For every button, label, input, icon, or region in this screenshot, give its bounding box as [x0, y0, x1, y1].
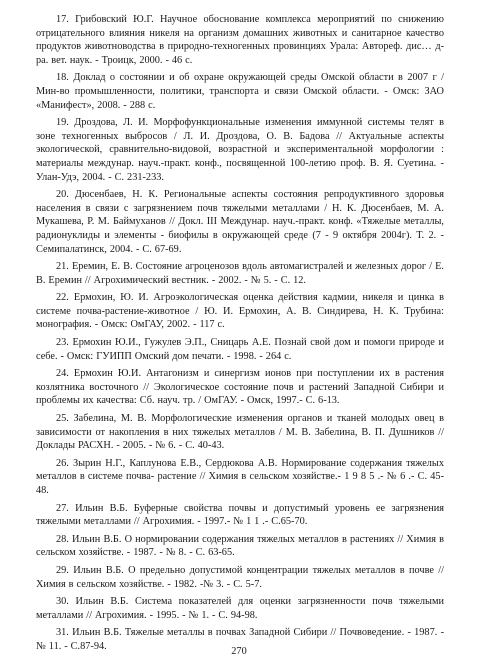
reference-28: 28. Ильин В.Б. О нормировании содержания тяжелых металлов в растениях // Химия в сельском хозяйстве. - 1987. - № 8. - С. 63-65. [36, 533, 444, 559]
reference-24: 24. Ермохин Ю.И. Антагонизм и синергизм ионов при поступлении их в растения козлятника восточного // Экологическое состояние почв и растений Западной Сибири и проблемы их качества: Сб. науч. тр. / ОмГАУ. - Омск, 1997.- С. 6-13. [36, 368, 444, 407]
page-number: 270 [231, 646, 247, 657]
reference-30: 30. Ильин В.Б. Система показателей для оценки загрязненности почв тяжелыми металлами // Агрохимия. - 1995. - № 1. - С. 94-98. [36, 596, 444, 621]
reference-20: 20. Дюсенбаев, Н. К. Региональные аспекты состояния репродуктивного здоровья населения в связи с загрязнением почв тяжелыми металлами / Н. К. Дюсенбаев, М. А. Мукашева, Р. М. Баймуханов // Докл. III Междунар. науч.-практ. конф. «Тяжелые металлы, радионуклиды и элементы - биофилы в окружающей среде (7 - 9 октября 2004г). Т. 2. - Семипалатинск, 2004. - С. 67-69. [36, 189, 444, 255]
reference-list [36, 13, 444, 658]
reference-19: 19. Дроздова, Л. И. Морфофункциональные изменения иммунной системы телят в зоне техногенных выбросов / Л. И. Дроздова, О. В. Бадова // Актуальные аспекты экологической, сравнительно-видовой, возрастной и экспериментальной морфологии : материалы междунар. науч.-практ. конф., посвященной 100-летию проф. В. Я. Суетина. - Улан-Удэ, 2004. - С. 231-233. [36, 117, 444, 183]
reference-22: 22. Ермохин, Ю. И. Агроэкологическая оценка действия кадмии, никеля и цинка в системе почва-растение-животное / Ю. И. Ермохин, А. В. Синдирева, Н. К. Трубина: монография. - Омск: ОмГАУ, 2002. - 117 с. [36, 292, 444, 331]
reference-18: 18. Доклад о состоянии и об охране окружающей среды Омской области в 2007 г / Мин-во промышленности, политики, транспорта и связи Омской области. - Омск: ЗАО «Манифест», 2008. - 288 с. [36, 72, 444, 111]
reference-25: 25. Забелина, М. В. Морфологические изменения органов и тканей молодых овец в зависимости от накопления в них тяжелых металлов / М. В. Забелина, В. П. Душников // Доклады РАСХН. - 2005. - № 6. - С. 40-43. [36, 413, 444, 452]
reference-29: 29. Ильин В.Б. О предельно допустимой концентрации тяжелых металлов в почве // Химия в сельском хозяйстве. - 1982. -№ 3. - С. 5-7. [36, 564, 444, 590]
reference-21: 21. Еремин, Е. В. Состояние агроценозов вдоль автомагистралей и железных дорог / Е. В. Еремин // Агрохимический вестник. - 2002. - № 5. - С. 12. [36, 261, 444, 286]
reference-31: 31. Ильин В.Б. Тяжелые металлы в почвах Западной Сибири // Почвоведение. - 1987. - № 11. - С.87-94. [36, 627, 444, 652]
reference-26: 26. Зырин Н.Г., Каплунова Е.В., Сердюкова А.В. Нормирование содержания тяжелых металлов в системе почва- растение // Химия в сельском хозяйстве.- 1 9 8 5 .- № 6 .- С. 45-48. [36, 457, 444, 496]
reference-23: 23. Ермохин Ю.И., Гужулев Э.П., Сницарь А.Е. Познай свой дом и помоги природе и себе. - Омск: ГУИПП Омский дом печати. - 1998. - 264 с. [36, 337, 444, 362]
reference-27: 27. Ильин В.Б. Буферные свойства почвы и допустимый уровень ее загрязнения тяжелыми металлами // Агрохимия. - 1997.- № 1 1 .- С.65-70. [36, 502, 444, 528]
reference-17: 17. Грибовский Ю.Г. Научное обоснование комплекса мероприятий по снижению отрицательного влияния никеля на организм домашних животных и санитарное качество продуктов животноводства в природно-техногенных провинциях Урала: Автореф. дис… д-ра. вет. наук. - Троицк, 2000. - 46 с. [36, 14, 444, 66]
